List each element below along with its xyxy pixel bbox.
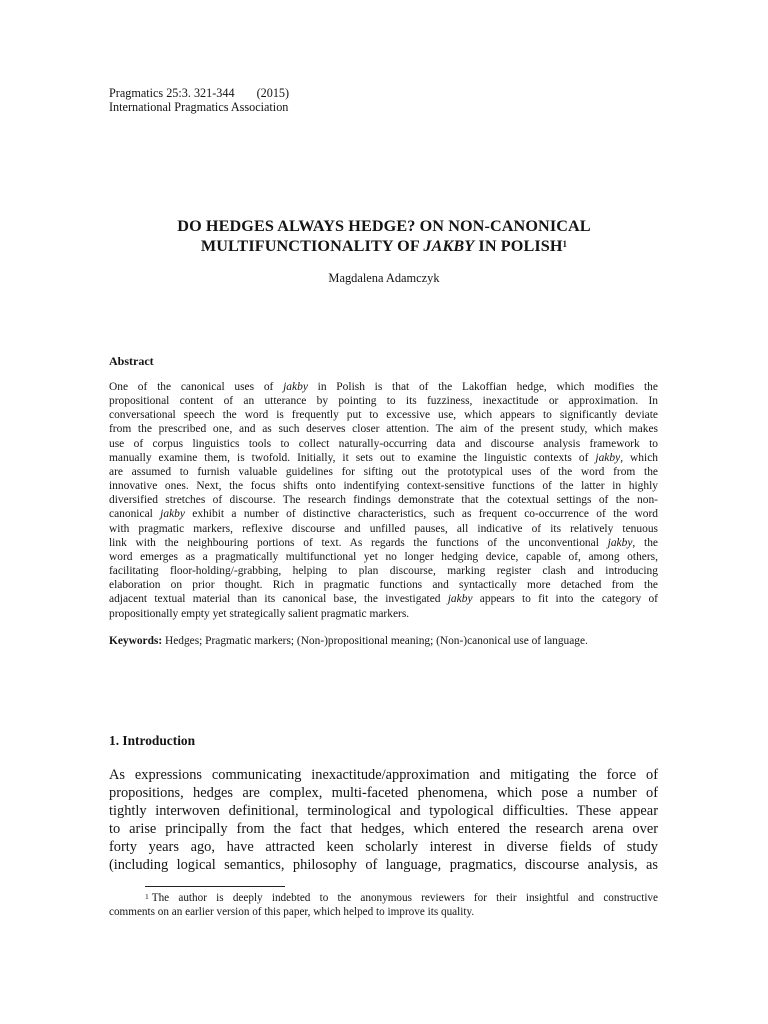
abstract-line: facilitating floor-holding/-grabbing, helping to plan discourse, marking register clash and introducing xyxy=(109,565,658,578)
title-line-1: DO HEDGES ALWAYS HEDGE? ON NON-CANONICAL xyxy=(177,217,591,235)
journal-year: (2015) xyxy=(256,86,290,100)
intro-line: to arise principally from the fact that hedges, which entered the research arena over xyxy=(109,821,658,838)
section-heading: 1. Introduction xyxy=(109,733,196,748)
title-italic-word: JAKBY xyxy=(423,237,475,255)
keywords-text: Hedges; Pragmatic markers; (Non-)propositional meaning; (Non-)canonical use of language. xyxy=(162,635,588,647)
introduction-body xyxy=(109,766,658,875)
intro-line: tightly interwoven definitional, terminological and typological difficulties. These appear xyxy=(109,803,658,820)
intro-line: propositions, hedges are complex, multi-faceted phenomena, which pose a number of xyxy=(109,785,658,802)
intro-line: (including logical semantics, philosophy of language, pragmatics, discourse analysis, as xyxy=(109,857,658,874)
abstract-line: with pragmatic markers, reflexive discourse and unfilled pauses, all indicative of its relatively tenuous xyxy=(109,522,658,535)
italic-term: jakby xyxy=(283,381,308,393)
italic-term: jakby xyxy=(447,593,473,606)
italic-term: jakby xyxy=(607,536,633,549)
publisher: International Pragmatics Association xyxy=(109,100,289,114)
italic-term: jakby xyxy=(160,508,185,521)
footnote-mark: 1 xyxy=(145,892,149,901)
abstract-line: innovative ones. Next, the focus shifts onto indentifying context-sensitive functions of the latter in highly xyxy=(109,480,658,493)
intro-line: forty years ago, have attracted keen scholarly interest in diverse fields of study xyxy=(109,839,658,856)
journal-volume: Pragmatics 25:3. 321-344 xyxy=(109,86,235,100)
intro-line: As expressions communicating inexactitude/approximation and mitigating the force of xyxy=(109,767,658,783)
abstract-body xyxy=(109,380,658,621)
abstract-line: word emerges as a pragmatically multifunctional yet no longer hedging device, capable of, among others, xyxy=(109,550,658,563)
abstract-line: propositional content of an utterance by pointing to its fuzziness, inexactitude or approximation. In xyxy=(109,395,658,408)
abstract-line: from the prescribed one, and as such deserves closer attention. The aim of the present study, which makes xyxy=(109,423,658,436)
abstract-line: adjacent textual material than its canonical base, the investigated jakby appears to fit into the category of xyxy=(109,593,658,606)
journal-header xyxy=(109,86,289,114)
abstract-line: One of the canonical uses of jakby in Polish is that of the Lakoffian hedge, which modifies the xyxy=(109,381,658,393)
keywords-label: Keywords: xyxy=(109,635,163,647)
footnote xyxy=(109,891,658,919)
abstract-line: diversified stretches of discourse. The research findings demonstrate that the cotextual settings of the non- xyxy=(109,494,658,507)
paper-title xyxy=(80,216,688,256)
footnote-line-2: comments on an earlier version of this paper, which helped to improve its quality. xyxy=(109,906,475,919)
abstract-line: are assumed to furnish valuable guidelines for sifting out the prototypical uses of the word from the xyxy=(109,465,658,478)
footnote-line-1: The author is deeply indebted to the anonymous reviewers for their insightful and constructive xyxy=(151,892,658,904)
author-name: Magdalena Adamczyk xyxy=(328,271,440,285)
abstract-line: use of corpus linguistics tools to collect naturally-occurring data and discourse analysis framework to xyxy=(109,437,658,450)
abstract-line: manually examine them, is twofold. Initially, it sets out to examine the linguistic contexts of jakby, which xyxy=(109,451,658,464)
title-footnote-mark: 1 xyxy=(562,239,568,249)
italic-term: jakby xyxy=(595,451,621,464)
abstract-line: link with the neighbouring portions of text. As regards the functions of the unconventional jakby, the xyxy=(109,536,658,549)
abstract-heading: Abstract xyxy=(109,354,154,368)
keywords xyxy=(109,634,669,648)
abstract-line: elaboration on prior thought. Rich in pragmatic functions and syntactically more detached from the xyxy=(109,579,658,592)
abstract-line: canonical jakby exhibit a number of distinctive characteristics, such as frequent co-occurrence of the word xyxy=(109,508,658,521)
journal-citation xyxy=(109,86,289,100)
abstract-line: conversational speech the word is frequently put to excessive use, which appears to significantly deviate xyxy=(109,409,658,422)
abstract-line: propositionally empty yet strategically salient pragmatic markers. xyxy=(109,607,410,620)
title-line-2: MULTIFUNCTIONALITY OF JAKBY IN POLISH$^1$ xyxy=(200,237,568,255)
footnote-rule xyxy=(145,886,285,887)
